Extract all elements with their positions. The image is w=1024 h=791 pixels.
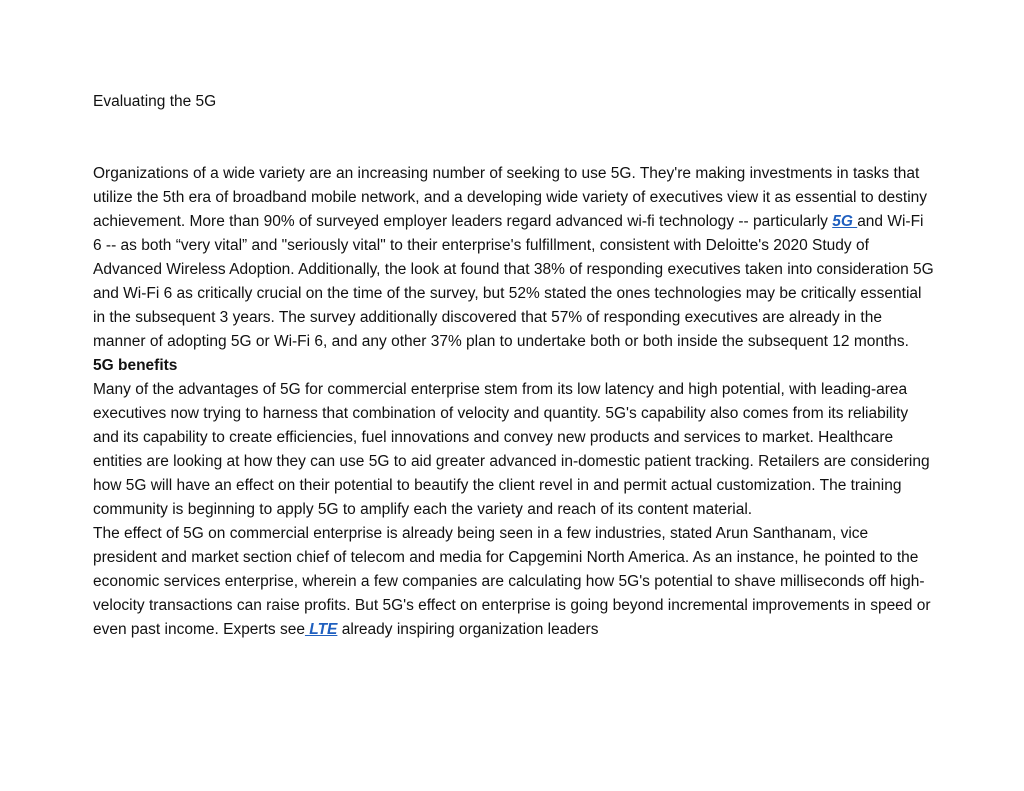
lte-link[interactable]: LTE [304,621,338,638]
effect-text-end: already inspiring organization leaders [337,621,599,638]
5g-link[interactable]: 5G [832,213,858,230]
section-heading-5g-benefits: 5G benefits [93,357,178,374]
blank-line [93,138,935,162]
intro-text-end: and Wi-Fi 6 -- as both “very vital” and "seriously vital" to their enterprise's fulfillment, consistent with Deloitte's 2020 Study of Advanced Wireless Adoption. Additionally, the look at found that 38% of responding executives taken into consideration 5G and Wi-Fi 6 as critically crucial on the time of the survey, but 52% stated the ones technologies may be critically essential in the subsequent 3 years. The survey additionally discovered that 57% of responding executives are already in the manner of adopting 5G or Wi-Fi 6, and any other 37% plan to undertake both or both inside the subsequent 12 months. [93,213,934,350]
effect-paragraph [93,522,935,642]
intro-text-start: Organizations of a wide variety are an increasing number of seeking to use 5G. They're making investments in tasks that utilize the 5th era of broadband mobile network, and a developing wide variety of executives view it as essential to destiny achievement. More than 90% of surveyed employer leaders regard advanced wi-fi technology -- particularly [93,165,928,230]
blank-line [93,114,935,138]
document-title: Evaluating the 5G [93,93,217,110]
document-page [93,90,935,642]
benefits-paragraph: Many of the advantages of 5G for commercial enterprise stem from its low latency and high potential, with leading-area executives now trying to harness that combination of velocity and quantity. 5G's capability also comes from its reliability and its capability to create efficiencies, fuel innovations and convey new products and services to market. Healthcare entities are looking at how they can use 5G to aid greater advanced in-domestic patient tracking. Retailers are considering how 5G will have an effect on their potential to beautify the client revel in and permit actual customization. The training community is beginning to apply 5G to amplify each the variety and reach of its content material. [93,381,930,518]
intro-paragraph [93,162,935,354]
effect-text-start: The effect of 5G on commercial enterprise is already being seen in a few industries, stated Arun Santhanam, vice president and market section chief of telecom and media for Capgemini North America. As an instance, he pointed to the economic services enterprise, wherein a few companies are calculating how 5G's potential to shave milliseconds off high-velocity transactions can raise profits. But 5G's effect on enterprise is going beyond incremental improvements in speed or even past income. Experts see [93,525,931,638]
